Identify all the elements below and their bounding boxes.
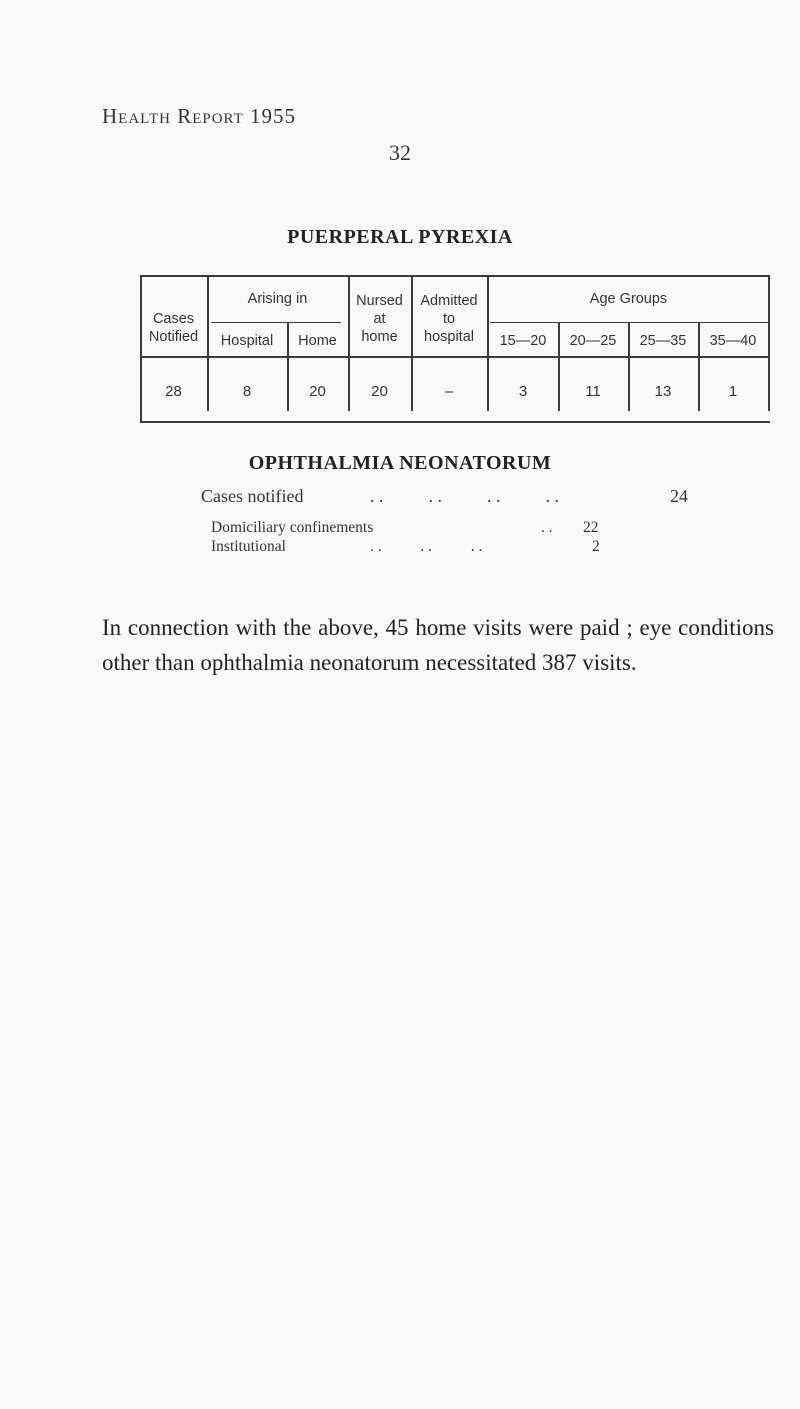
age-subrule [490,322,770,323]
ophthalmia-neonatorum-title: OPHTHALMIA NEONATORUM [248,452,552,474]
header-line: Cases [152,311,195,327]
domiciliary-value: 22 [583,519,599,536]
institutional-label: Institutional [211,538,286,555]
nursed-at-home-header [348,292,411,346]
cases-notified-label: Cases notified [201,486,304,506]
age-value: 13 [654,383,672,400]
age-group-header: 25—35 [639,333,687,349]
header-line: Nursed [356,293,403,309]
header-line: Admitted [420,293,478,309]
leader-dots: . . . . . . [370,538,483,555]
table-bottom-rule [140,421,770,423]
leader-dots: . . . . . . . . [370,486,559,506]
puerperal-pyrexia-table [140,275,770,422]
cases-notified-value: 24 [670,486,688,506]
header-bottom-rule [140,356,770,358]
institutional-value: 2 [592,538,600,555]
age-group-header: 15—20 [499,333,547,349]
hospital-header: Hospital [220,333,274,349]
home-header: Home [298,333,337,349]
domiciliary-label: Domiciliary confinements [211,519,374,536]
age-group-header: 35—40 [709,333,757,349]
header-line: hospital [424,329,474,345]
age-value: 11 [585,383,601,400]
header-line: to [442,311,456,327]
cases-notified-header [140,310,207,346]
puerperal-pyrexia-title: PUERPERAL PYREXIA [287,226,513,248]
leader-dots: . . [541,519,553,536]
nursed-at-home-value: 20 [371,383,388,400]
arising-in-header: Arising in [247,291,308,307]
age-value: 1 [728,383,738,400]
admitted-value: – [444,383,454,400]
age-groups-header: Age Groups [589,291,668,307]
age-value: 3 [518,383,528,400]
arising-subrule [211,322,341,323]
summary-paragraph: In connection with the above, 45 home visits were paid ; eye conditions other than ophthalmia neonatorum necessitated 387 visits. [102,615,774,675]
header-line: home [361,329,398,345]
age-group-header: 20—25 [569,333,617,349]
hospital-value: 8 [242,383,252,400]
report-header: Health Report 1955 [102,104,297,128]
cases-notified-value: 28 [165,383,182,400]
admitted-to-hospital-header [411,292,487,346]
home-value: 20 [309,383,326,400]
header-line: Notified [148,329,199,345]
page-number: 32 [389,140,411,165]
table-top-rule [140,275,770,277]
header-line: at [373,311,386,327]
